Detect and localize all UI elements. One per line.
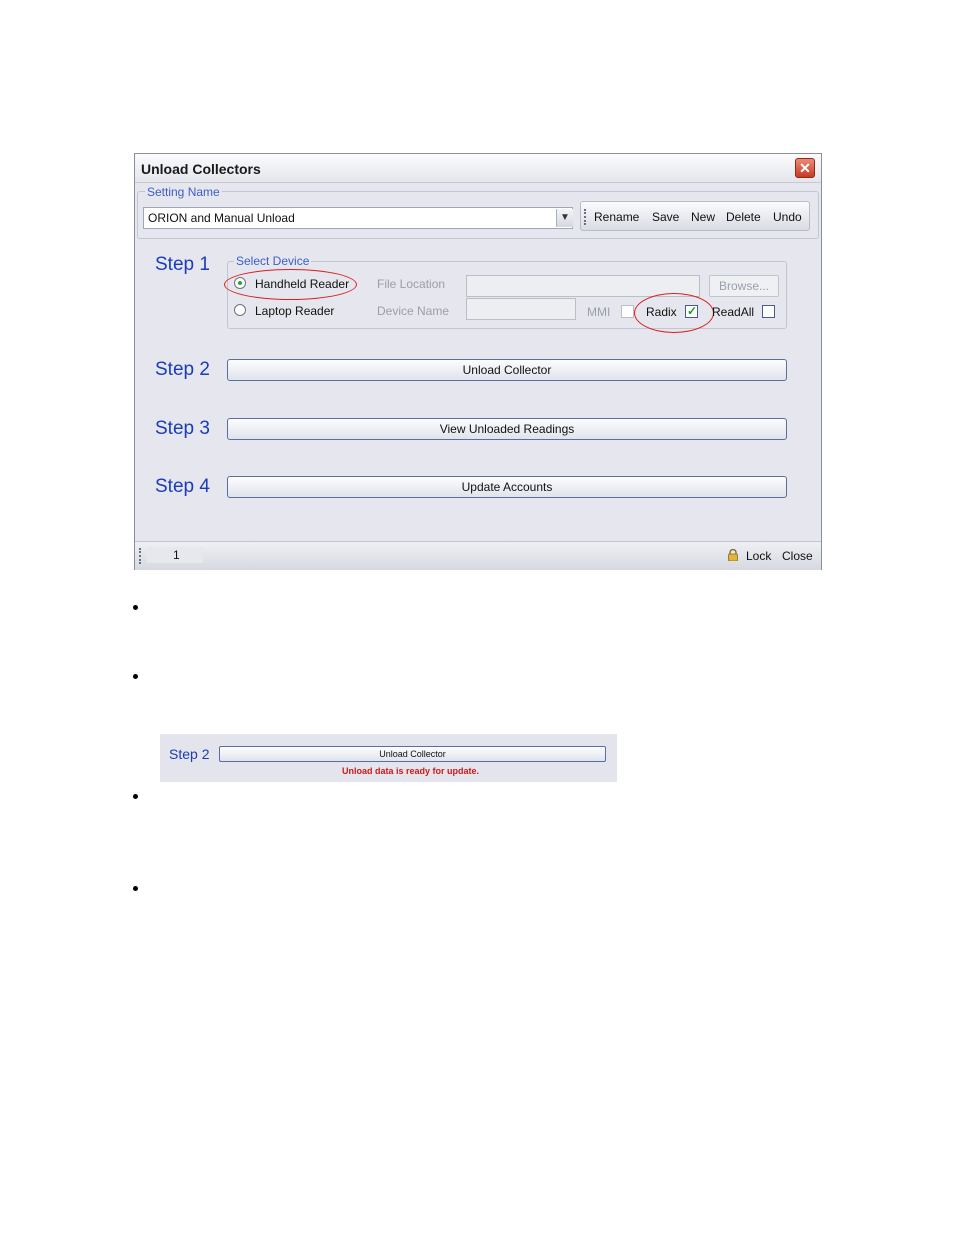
bullet-2 <box>133 674 138 679</box>
unload-collector-button[interactable]: Unload Collector <box>227 359 787 381</box>
snippet-status-message: Unload data is ready for update. <box>342 766 480 776</box>
close-button[interactable]: Close <box>782 549 813 563</box>
lock-icon <box>727 549 739 561</box>
laptop-reader-radio[interactable] <box>234 304 246 316</box>
bullet-1 <box>133 605 138 610</box>
chevron-down-icon[interactable]: ▼ <box>556 209 573 227</box>
bullet-3 <box>133 794 138 799</box>
highlight-circle-handheld <box>224 269 357 300</box>
delete-button[interactable]: Delete <box>726 210 761 224</box>
select-device-label: Select Device <box>236 254 310 268</box>
status-cell <box>147 547 203 563</box>
device-name-field[interactable] <box>466 298 576 320</box>
readall-checkbox[interactable] <box>762 305 775 318</box>
laptop-reader-label[interactable]: Laptop Reader <box>255 304 335 318</box>
title-bar <box>135 154 821 183</box>
snippet-unload-collector-button[interactable]: Unload Collector <box>219 746 606 762</box>
rename-button[interactable]: Rename <box>594 210 640 224</box>
radix-label[interactable]: Radix <box>646 305 677 319</box>
setting-name-label: Setting Name <box>147 185 220 199</box>
file-location-label: File Location <box>377 277 446 291</box>
setting-toolbar <box>580 201 810 231</box>
checkmark-icon: ✓ <box>687 304 698 318</box>
mmi-checkbox[interactable] <box>621 305 634 318</box>
device-name-label: Device Name <box>377 304 450 318</box>
step-2-label: Step 2 <box>155 359 210 380</box>
step-4-label: Step 4 <box>155 476 210 497</box>
status-grip-icon <box>139 548 143 564</box>
setting-name-combobox[interactable] <box>143 207 573 229</box>
toolbar-grip-icon <box>584 209 588 225</box>
close-icon: ✕ <box>799 160 811 176</box>
snippet-step-label: Step 2 <box>169 746 210 762</box>
dialog-title: Unload Collectors <box>141 161 261 177</box>
handheld-reader-label[interactable]: Handheld Reader <box>255 277 350 291</box>
step-1-label: Step 1 <box>155 254 210 275</box>
undo-button[interactable]: Undo <box>773 210 802 224</box>
status-bar <box>135 541 821 570</box>
browse-button[interactable]: Browse... <box>709 275 779 297</box>
new-button[interactable]: New <box>691 210 716 224</box>
lock-button[interactable]: Lock <box>746 549 772 563</box>
unload-collectors-dialog <box>134 153 822 570</box>
status-value: 1 <box>173 548 180 562</box>
bullet-4 <box>133 886 138 891</box>
step-3-label: Step 3 <box>155 418 210 439</box>
view-unloaded-readings-button[interactable]: View Unloaded Readings <box>227 418 787 440</box>
setting-name-value: ORION and Manual Unload <box>148 211 295 225</box>
step-2-snippet <box>160 734 617 782</box>
mmi-label: MMI <box>587 305 611 319</box>
close-window-button[interactable] <box>795 158 815 178</box>
readall-label[interactable]: ReadAll <box>712 305 755 319</box>
save-button[interactable]: Save <box>652 210 680 224</box>
update-accounts-button[interactable]: Update Accounts <box>227 476 787 498</box>
highlight-circle-radix <box>634 293 714 333</box>
